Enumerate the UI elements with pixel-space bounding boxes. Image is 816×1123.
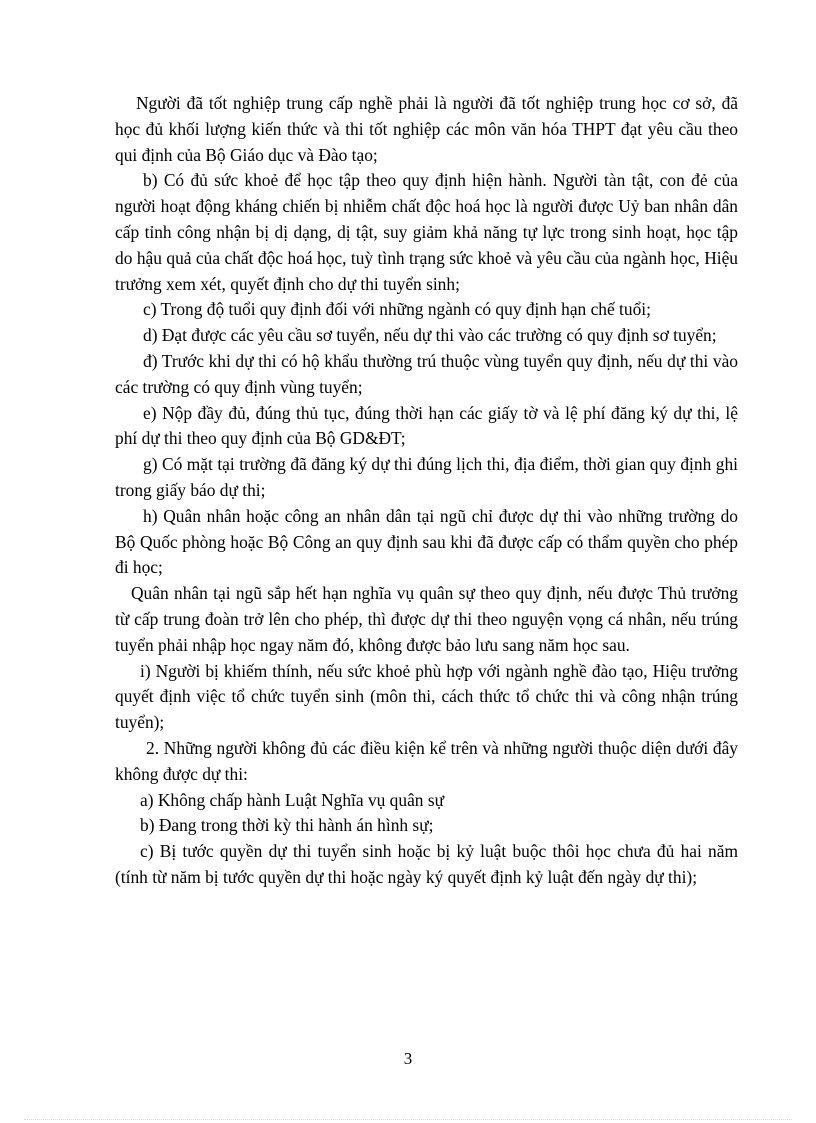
page-number: 3 bbox=[403, 1049, 413, 1068]
paragraph-military-service: Quân nhân tại ngũ sắp hết hạn nghĩa vụ quân sự theo quy định, nếu được Thủ trưởng từ cấp trung đoàn trở lên cho phép, thì được dự thi theo nguyện vọng cá nhân, nếu trúng tuyển phải nhập học ngay năm đó, không được bảo lưu sang năm học sau. bbox=[115, 583, 738, 655]
paragraph-graduate-requirement: Người đã tốt nghiệp trung cấp nghề phải là người đã tốt nghiệp trung học cơ sở, đã học đủ khối lượng kiến thức và thi tốt nghiệp các môn văn hóa THPT đạt yêu cầu theo qui định của Bộ Giáo dục và Đào tạo; bbox=[115, 93, 738, 165]
paragraph-item-g-attendance: g) Có mặt tại trường đã đăng ký dự thi đúng lịch thi, địa điểm, thời gian quy định ghi trong giấy báo dự thi; bbox=[115, 454, 738, 500]
paragraph-item-c-revoked: c) Bị tước quyền dự thi tuyển sinh hoặc bị kỷ luật buộc thôi học chưa đủ hai năm (tính từ năm bị tước quyền dự thi hoặc ngày ký quyết định kỷ luật đến ngày dự thi); bbox=[115, 841, 738, 887]
paragraph-item-e-fees: e) Nộp đầy đủ, đúng thủ tục, đúng thời hạn các giấy tờ và lệ phí đăng ký dự thi, lệ phí dự thi theo quy định của Bộ GD&ĐT; bbox=[115, 402, 738, 449]
paragraph-section-2: 2. Những người không đủ các điều kiện kể trên và những người thuộc diện dưới đây không được dự thi: bbox=[115, 737, 738, 784]
paragraph-item-c-age: c) Trong độ tuổi quy định đối với những ngành có quy định hạn chế tuổi; bbox=[143, 299, 651, 320]
page-body bbox=[115, 91, 738, 891]
paragraph-item-d-preliminary: d) Đạt được các yêu cầu sơ tuyển, nếu dự thi vào các trường có quy định sơ tuyển; bbox=[143, 325, 717, 346]
paragraph-item-dd-residence: đ) Trước khi dự thi có hộ khẩu thường trú thuộc vùng tuyển quy định, nếu dự thi vào các trường có quy định vùng tuyển; bbox=[115, 350, 738, 397]
paragraph-item-h-military: h) Quân nhân hoặc công an nhân dân tại ngũ chỉ được dự thi vào những trường do Bộ Quốc phòng hoặc Bộ Công an quy định sau khi đã được cấp có thẩm quyền cho phép đi học; bbox=[115, 505, 738, 578]
paragraph-item-i-hearing: i) Người bị khiếm thính, nếu sức khoẻ phù hợp với ngành nghề đào tạo, Hiệu trưởng quyết định việc tổ chức tuyển sinh (môn thi, cách thức tổ chức thi và công nhận trúng tuyển); bbox=[115, 660, 738, 733]
paragraph-item-b-health: b) Có đủ sức khoẻ để học tập theo quy định hiện hành. Người tàn tật, con đẻ của người hoạt động kháng chiến bị nhiễm chất độc hoá học là người được Uỷ ban nhân dân cấp tỉnh công nhận bị dị dạng, dị tật, suy giảm khả năng tự lực trong sinh hoạt, học tập do hậu quả của chất độc hoá học, tuỳ tình trạng sức khoẻ và yêu cầu của ngành học, Hiệu trưởng xem xét, quyết định cho dự thi tuyển sinh; bbox=[115, 170, 738, 294]
paragraph-item-a-military-law: a) Không chấp hành Luật Nghĩa vụ quân sự bbox=[140, 789, 445, 810]
bottom-divider bbox=[24, 1119, 792, 1120]
paragraph-item-b-sentence: b) Đang trong thời kỳ thi hành án hình sự; bbox=[140, 815, 434, 836]
